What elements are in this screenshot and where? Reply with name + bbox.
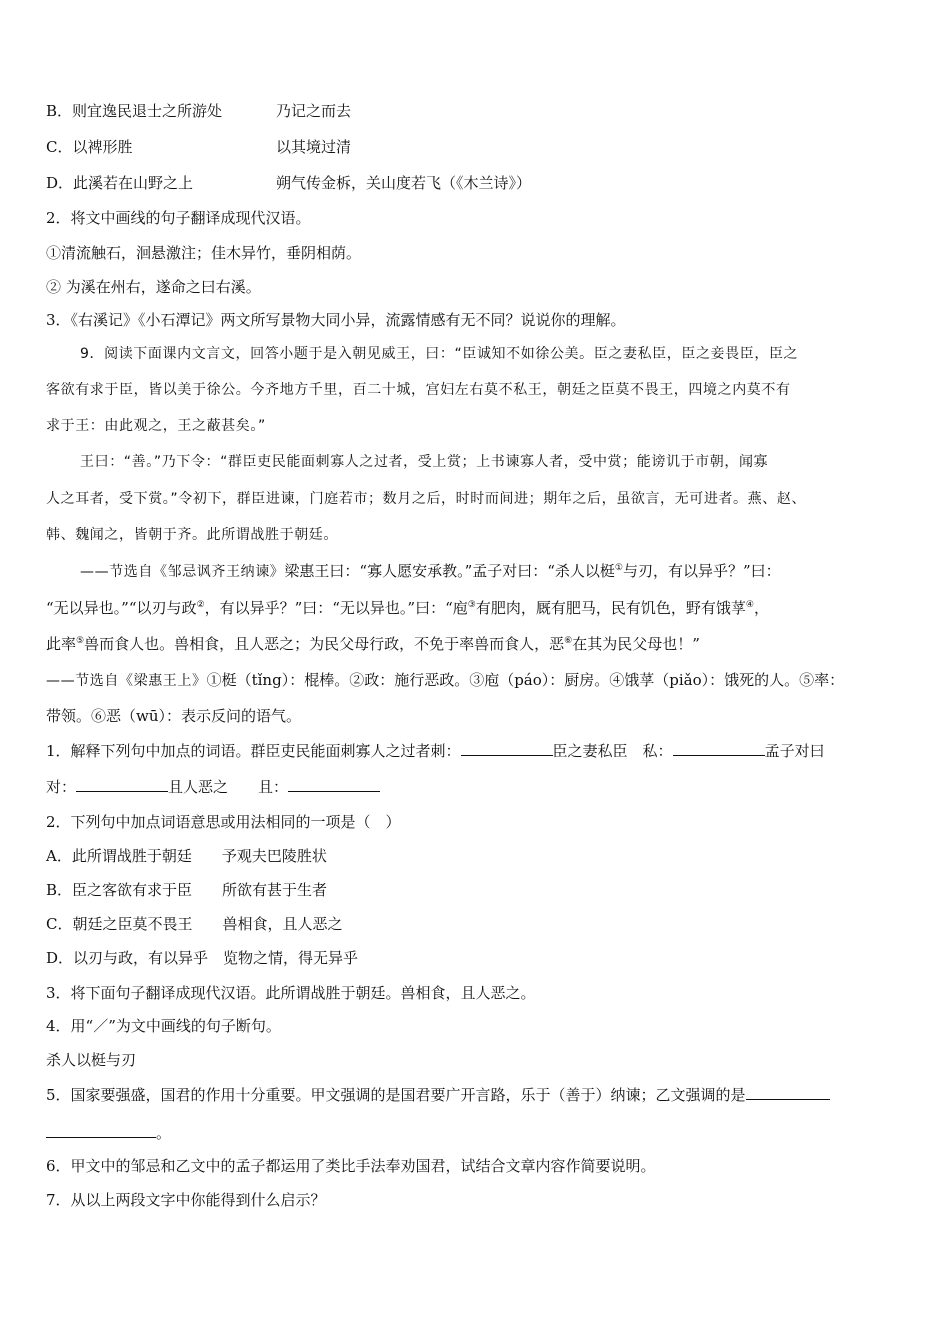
passage-b-line-2: “无以异也。”“以刃与政②，有以异乎？”曰：“无以异也。”曰：“庖③有肥肉，厩有肥马，民有饥色，野有饿莩④， [46,599,769,617]
question-9-4-prompt: 4．用“／”为文中画线的句子断句。 [46,1017,281,1035]
passage-b-notes: ——节选自《梁惠王上》①梃（tǐng）：棍棒。②政：施行恶政。③庖（páo）：厨房。④饿莩（piǎo）：饿死的人。⑤率： [46,671,845,689]
passage-a-line-4: 王曰：“善。”乃下令：“群臣吏民能面刺寡人之过者，受上赏；上书谏寡人者，受中赏；能谤讥于市朝，闻寡 [80,454,769,470]
answer-blank-3[interactable] [76,777,168,792]
option-c-right: 以其境过清 [276,138,352,156]
question-2-prompt: 2．将文中画线的句子翻译成现代汉语。 [46,209,311,227]
question-9-2-option-d: D．以刃与政，有以异乎 览物之情，得无异乎 [46,949,359,967]
answer-blank-2[interactable] [673,741,765,756]
passage-b-line-3: 此率⑤兽而食人也。兽相食，且人恶之；为民父母行政，不免于率兽而食人，恶⑥在其为民父母也！” [46,635,700,653]
question-9-5-line-1: 5．国家要强盛，国君的作用十分重要。甲文强调的是国君要广开言路，乐于（善于）纳谏；乙文强调的是 [46,1085,830,1105]
option-d-left: D．此溪若在山野之上 [46,174,194,192]
question-9-1-line-1: 1．解释下列句中加点的词语。群臣吏民能面刺寡人之过者刺： 臣之妻私臣 私： 孟子对曰 [46,742,825,760]
question-9-7: 7．从以上两段文字中你能得到什么启示？ [46,1191,326,1209]
question-9-2-option-b: B．臣之客欲有求于臣 所欲有甚于生者 [46,881,328,899]
question-9-2-option-a: A．此所谓战胜于朝廷 予观夫巴陵胜状 [46,847,327,865]
passage-b-notes-end: 带领。⑥恶（wū）：表示反问的语气。 [46,707,302,725]
question-9-6: 6．甲文中的邹忌和乙文中的孟子都运用了类比手法奉劝国君，试结合文章内容作简要说明。 [46,1157,656,1175]
source-2: ——节选自《梁惠王上》 [46,673,207,689]
passage-a-line-3: 求于王：由此观之，王之蔽甚矣。” [46,418,266,434]
sentence-2: ② 为溪在州右，遂命之曰右溪。 [46,278,261,296]
passage-a-line-2: 客欲有求于臣，皆以美于徐公。今齐地方千里，百二十城，宫妇左右莫不私王，朝廷之臣莫不畏王，四境之内莫不有 [46,382,791,398]
passage-a-line-6: 韩、魏闻之，皆朝于齐。此所谓战胜于朝廷。 [46,527,338,543]
answer-blank-6[interactable] [46,1123,156,1138]
option-b-right: 乃记之而去 [276,102,352,120]
passage-a-line-1: 9．阅读下面课内文言文，回答小题于是入朝见威王，曰：“臣诚知不如徐公美。臣之妻私臣，臣之妾畏臣，臣之 [80,346,799,362]
answer-blank-4[interactable] [288,777,380,792]
question-9-2-option-c: C．朝廷之臣莫不畏王 兽相食，且人恶之 [46,915,343,933]
question-9-1-line-2: 对： 且人恶之 且： [46,777,380,797]
sentence-1: ①清流触石，洄悬激注；佳木异竹，垂阴相荫。 [46,244,362,262]
answer-blank-5[interactable] [746,1085,830,1100]
question-9-5-line-2: 。 [46,1123,171,1143]
passage-b-line-1: ——节选自《邹忌讽齐王纳谏》梁惠王曰：“寡人愿安承教。”孟子对曰：“杀人以梃①与刃，有以异乎？”曰： [80,562,781,580]
answer-blank-1[interactable] [461,741,553,756]
question-9-2-prompt: 2．下列句中加点词语意思或用法相同的一项是（ ） [46,813,401,831]
question-3: 3．《右溪记》《小石潭记》两文所写景物大同小异，流露情感有无不同？说说你的理解。 [46,311,626,329]
passage-a-line-5: 人之耳者，受下赏。”令初下，群臣进谏，门庭若市；数月之后，时时而间进；期年之后，虽欲言，无可进者。燕、赵、 [46,491,807,507]
option-c-left: C．以裨形胜 [46,138,133,156]
option-b-left: B．则宜逸民退士之所游处 [46,102,223,120]
question-9-3: 3．将下面句子翻译成现代汉语。此所谓战胜于朝廷。兽相食，且人恶之。 [46,984,536,1002]
source-1: ——节选自《邹忌讽齐王纳谏》 [80,564,285,580]
question-9-4-sentence: 杀人以梃与刃 [46,1051,137,1069]
option-d-right: 朔气传金柝，关山度若飞（《木兰诗》） [276,174,532,192]
